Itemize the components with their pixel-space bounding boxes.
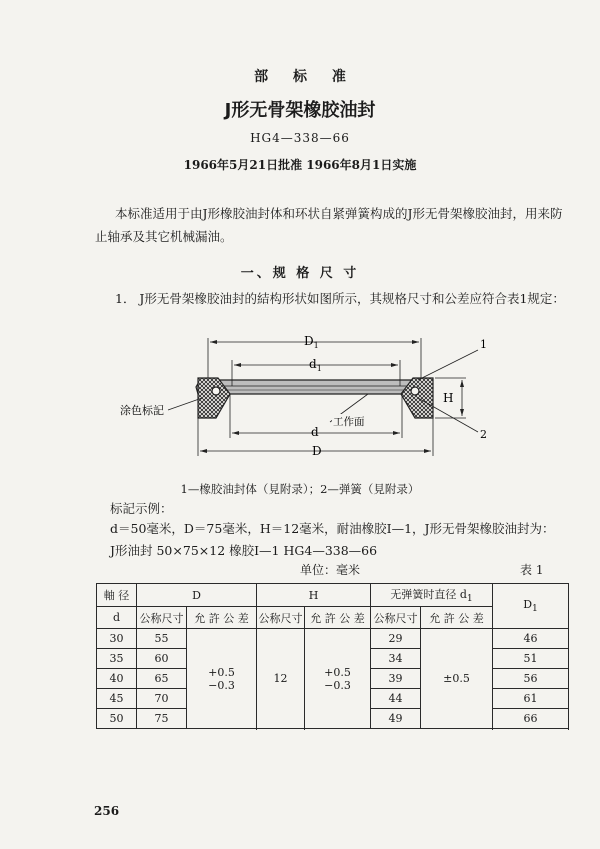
cell-d1: 39 [371,669,421,689]
header-D: D [137,584,257,607]
table-row [97,629,569,649]
department-heading: 部 标 准 [254,69,356,85]
header-D-nominal: 公称尺寸 [137,607,187,629]
cell-d1-tolerance: ±0.5 [421,629,493,729]
cell-D: 75 [137,709,187,729]
example-heading: 标記示例： [110,501,173,516]
header-H: H [257,584,371,607]
cell-D: 65 [137,669,187,689]
paragraph-1: 1． J形无骨架橡胶油封的結构形状如图所示，其规格尺寸和公差应符合表1规定： [115,291,565,306]
cell-D: 70 [137,689,187,709]
header-d1-tolerance: 允 許 公 差 [421,607,493,629]
unit-label: 单位：毫米 [300,563,361,577]
cell-d: 35 [97,649,137,669]
cell-D1: 46 [493,629,569,649]
dimension-H: H [443,391,454,405]
cell-D1: 56 [493,669,569,689]
cell-d: 45 [97,689,137,709]
cell-D1: 66 [493,709,569,729]
cell-D: 55 [137,629,187,649]
example-line-2: J形油封 50×75×12 橡胶Ⅰ—1 HG4—338—66 [110,543,378,558]
header-shaft-d: d [97,607,137,629]
cell-d1: 49 [371,709,421,729]
dimension-d: d [311,425,319,439]
page-number: 256 [94,804,120,818]
seal-body [196,380,433,394]
cell-d1: 29 [371,629,421,649]
cell-D-tolerance: +0.5 −0.3 [187,629,257,729]
header-D1: $D_1$ [493,584,569,629]
cell-H: 12 [257,629,305,729]
dimension-D: D [312,444,322,458]
work-face-label: 工作面 [333,416,365,428]
oil-seal-figure [100,328,500,476]
figure-caption: 1—橡胶油封体（見附录）；2—弹簧（見附录） [180,482,420,496]
cell-d1: 34 [371,649,421,669]
header-D-tolerance: 允 許 公 差 [187,607,257,629]
header-H-tolerance: 允 許 公 差 [305,607,371,629]
dimension-D1: $D_1$ [304,334,319,350]
section-title: 一、规 格 尺 寸 [240,266,360,281]
header-shaft: 軸 径 [97,584,137,607]
approval-dates: 1966年5月21日批准 1966年8月1日实施 [183,158,417,172]
cell-d: 30 [97,629,137,649]
example-line-1: d＝50毫米，D＝75毫米，H＝12毫米，耐油橡胶Ⅰ—1，J形无骨架橡胶油封为： [110,521,555,536]
header-H-nominal: 公称尺寸 [257,607,305,629]
spring-left [212,387,220,395]
header-d1: 无弹簧时直径 $d_1$ [371,584,493,607]
cell-D: 60 [137,649,187,669]
standard-code: HG4—338—66 [250,131,350,145]
header-d1-nominal: 公称尺寸 [371,607,421,629]
spec-table [96,583,569,729]
intro-paragraph: 本标准适用于由J形橡胶油封体和环状自紧弹簧构成的J形无骨架橡胶油封，用来防止轴承及其它机械漏油。 [95,206,563,244]
spring-right [411,387,419,395]
cell-d: 50 [97,709,137,729]
cell-D1: 61 [493,689,569,709]
cell-d: 40 [97,669,137,689]
document-title: J形无骨架橡胶油封 [224,100,376,121]
cell-d1: 44 [371,689,421,709]
callout-1: 1 [480,338,487,351]
cell-D1: 51 [493,649,569,669]
callout-2: 2 [480,428,487,441]
table-number: 表 1 [520,563,544,577]
cell-H-tolerance: +0.5 −0.3 [305,629,371,729]
dimension-d1: $d_1$ [309,357,322,373]
colour-mark-label: 涂色标記 [120,404,164,417]
